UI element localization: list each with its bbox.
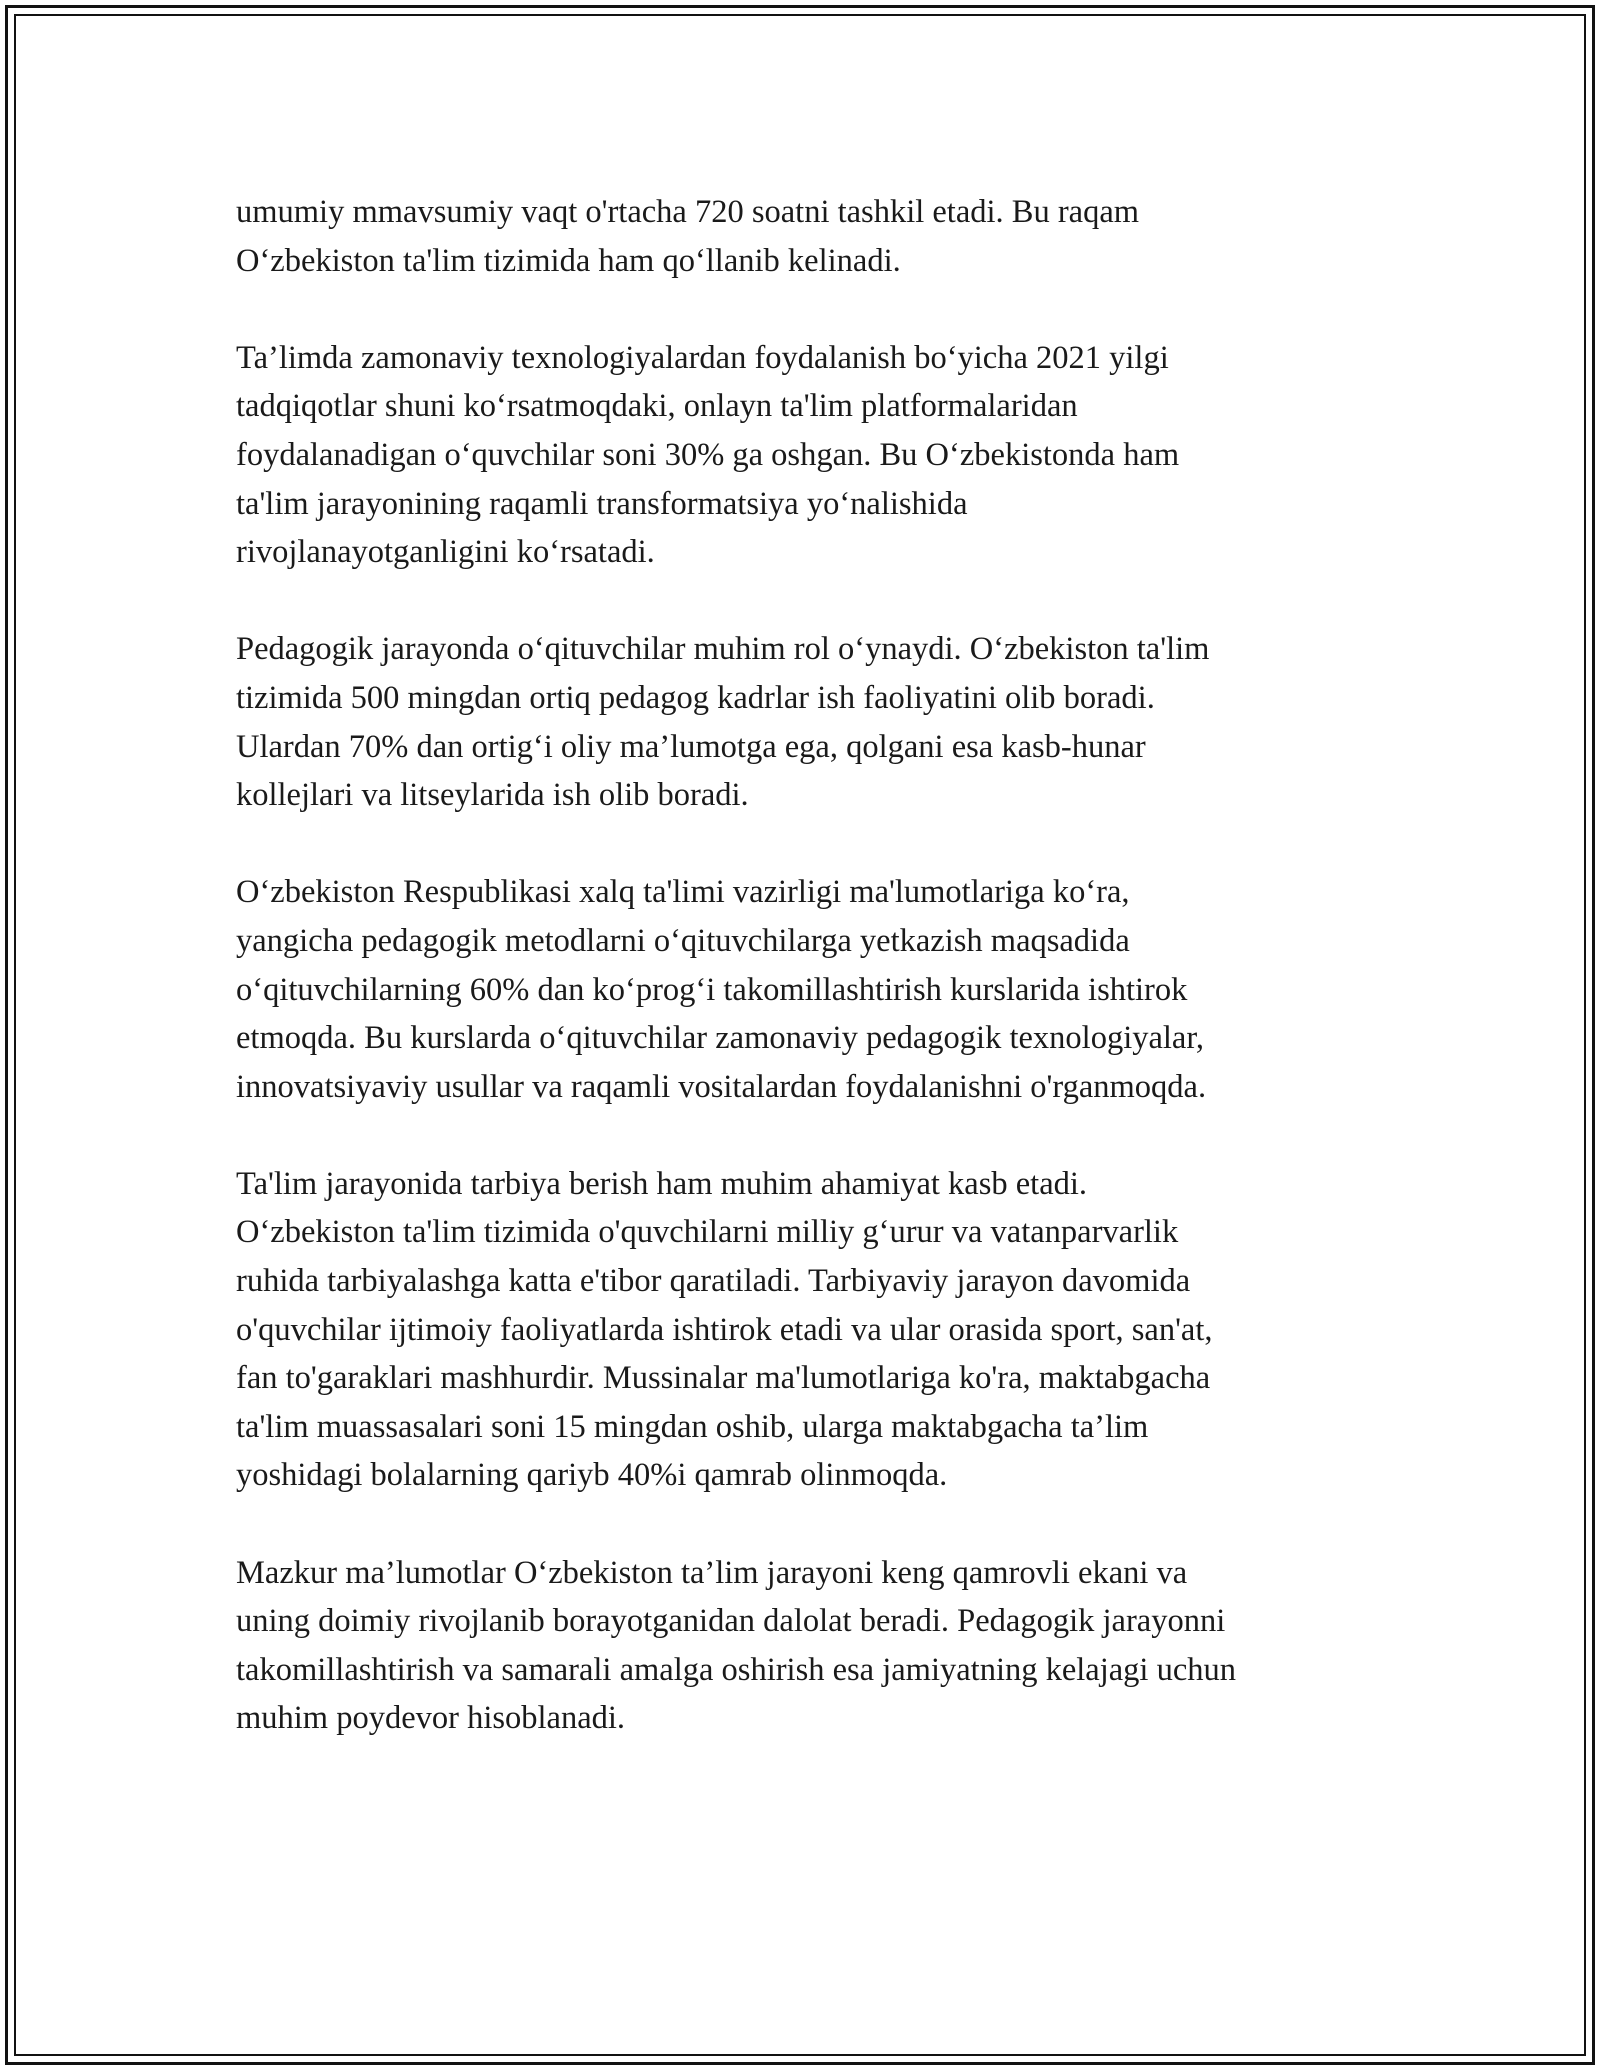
text-line: ta'lim jarayonining raqamli transformatsiya yo‘nalishida [236,485,968,522]
text-line: O‘zbekiston Respublikasi xalq ta'limi vazirligi ma'lumotlariga ko‘ra, [236,874,1130,911]
paragraph [236,1160,1381,1500]
text-line: muhim poydevor hisoblanadi. [236,1700,626,1737]
text-line: uning doimiy rivojlanib borayotganidan dalolat beradi. Pedagogik jarayonni [236,1603,1226,1640]
text-line: o‘qituvchilarning 60% dan ko‘prog‘i takomillashtirish kurslarida ishtirok [236,971,1188,1008]
text-line: yoshidagi bolalarning qariyb 40%i qamrab olinmoqda. [236,1457,948,1494]
text-line: foydalanadigan o‘quvchilar soni 30% ga oshgan. Bu O‘zbekistonda ham [236,436,1180,473]
text-line: ruhida tarbiyalashga katta e'tibor qaratiladi. Tarbiyaviy jarayon davomida [236,1263,1191,1300]
text-line: etmoqda. Bu kurslarda o‘qituvchilar zamonaviy pedagogik texnologiyalar, [236,1020,1205,1057]
document-body [236,188,1381,1792]
text-line: Pedagogik jarayonda o‘qituvchilar muhim rol o‘ynaydi. O‘zbekiston ta'lim [236,631,1210,668]
text-line: Ta’limda zamonaviy texnologiyalardan foydalanish bo‘yicha 2021 yilgi [236,339,1169,376]
text-line: fan to'garaklari mashhurdir. Mussinalar ma'lumotlariga ko'ra, maktabgacha [236,1360,1211,1397]
paragraph [236,868,1381,1111]
text-line: umumiy mmavsumiy vaqt o'rtacha 720 soatni tashkil etadi. Bu raqam [236,194,1140,230]
text-line: Mazkur ma’lumotlar O‘zbekiston ta’lim jarayoni keng qamrovli ekani va [236,1554,1188,1591]
text-line: tizimida 500 mingdan ortiq pedagog kadrlar ish faoliyatini olib boradi. [236,679,1155,716]
text-line: O‘zbekiston ta'lim tizimida o'quvchilarni milliy g‘urur va vatanparvarlik [236,1214,1179,1251]
paragraph [236,625,1381,819]
text-line: takomillashtirish va samarali amalga oshirish esa jamiyatning kelajagi uchun [236,1651,1237,1688]
text-line: innovatsiyaviy usullar va raqamli vositalardan foydalanishni o'rganmoqda. [236,1068,1207,1105]
text-line: o'quvchilar ijtimoiy faoliyatlarda ishtirok etadi va ular orasida sport, san'at, [236,1311,1213,1348]
paragraph [236,334,1381,577]
text-line: ta'lim muassasalari soni 15 mingdan oshib, ularga maktabgacha ta’lim [236,1408,1149,1445]
paragraph [236,188,1381,285]
text-line: O‘zbekiston ta'lim tizimida ham qo‘llanib kelinadi. [236,242,901,279]
paragraph [236,1549,1381,1743]
text-line: rivojlanayotganligini ko‘rsatadi. [236,534,655,571]
text-line: tadqiqotlar shuni ko‘rsatmoqdaki, onlayn ta'lim platformalaridan [236,388,1078,425]
text-line: Ta'lim jarayonida tarbiya berish ham muhim ahamiyat kasb etadi. [236,1165,1088,1202]
text-line: yangicha pedagogik metodlarni o‘qituvchilarga yetkazish maqsadida [236,922,1130,959]
text-line: kollejlari va litseylarida ish olib boradi. [236,777,749,814]
text-line: Ulardan 70% dan ortig‘i oliy ma’lumotga ega, qolgani esa kasb-hunar [236,728,1146,765]
